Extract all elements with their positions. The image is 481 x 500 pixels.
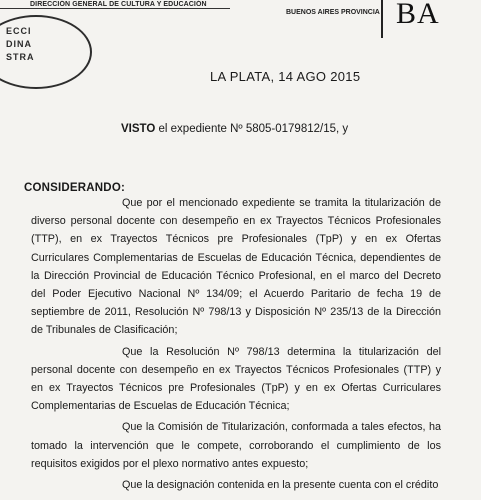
header-direccion: DIRECCIÓN GENERAL DE CULTURA Y EDUCACIÓN (30, 1, 207, 8)
stamp-line: ECCI (6, 26, 32, 36)
paragraph: Que la Resolución Nº 798/13 determina la titularización del personal docente con desempeño en ex Trayectos Técnicos Profesionales (TTP) y en ex Trayectos Técnicos pre Profesionales (TpP) y en ex Ofertas Curriculares Complementarias de Escuelas de Educación Técnica; (31, 345, 441, 413)
visto-line (121, 123, 348, 135)
document-date: LA PLATA, 14 AGO 2015 (210, 69, 361, 84)
header-divider (381, 0, 383, 38)
considerando-heading: CONSIDERANDO: (24, 182, 125, 194)
stamp-line: STRA (6, 52, 35, 62)
official-stamp (0, 15, 92, 89)
paragraph: Que por el mencionado expediente se tramita la titularización de diverso personal docente con desempeño en ex Trayectos Técnicos Profesionales (TTP), en ex Trayectos Técnicos pre Profesionales (TpP) y en ex Ofertas Curriculares Complementarias de Escuelas de Educación Técnica, dependientes de la Dirección Provincial de Educación Técnico Profesional, en el marco del Decreto del Poder Ejecutivo Nacional Nº 134/09; el Acuerdo Paritario de fecha 19 de septiembre de 2011, Resolución Nº 798/13 y Disposición Nº 235/13 de la Dirección de Tribunales de Clasificación; (31, 197, 441, 337)
visto-label: VISTO (121, 123, 156, 135)
stamp-line: DINA (6, 39, 32, 49)
header-provincia: BUENOS AIRES PROVINCIA (286, 9, 380, 16)
ba-logo: BA (396, 0, 440, 30)
visto-text: el expediente Nº 5805-0179812/15, y (158, 123, 349, 135)
paragraph: Que la designación contenida en la presente cuenta con el crédito (122, 479, 439, 492)
paragraph: Que la Comisión de Titularización, conformada a tales efectos, ha tomado la intervención que le compete, corroborando el cumplimiento de los requisitos exigidos por el plexo normativo antes expuesto; (31, 421, 441, 470)
body-text (31, 194, 441, 494)
